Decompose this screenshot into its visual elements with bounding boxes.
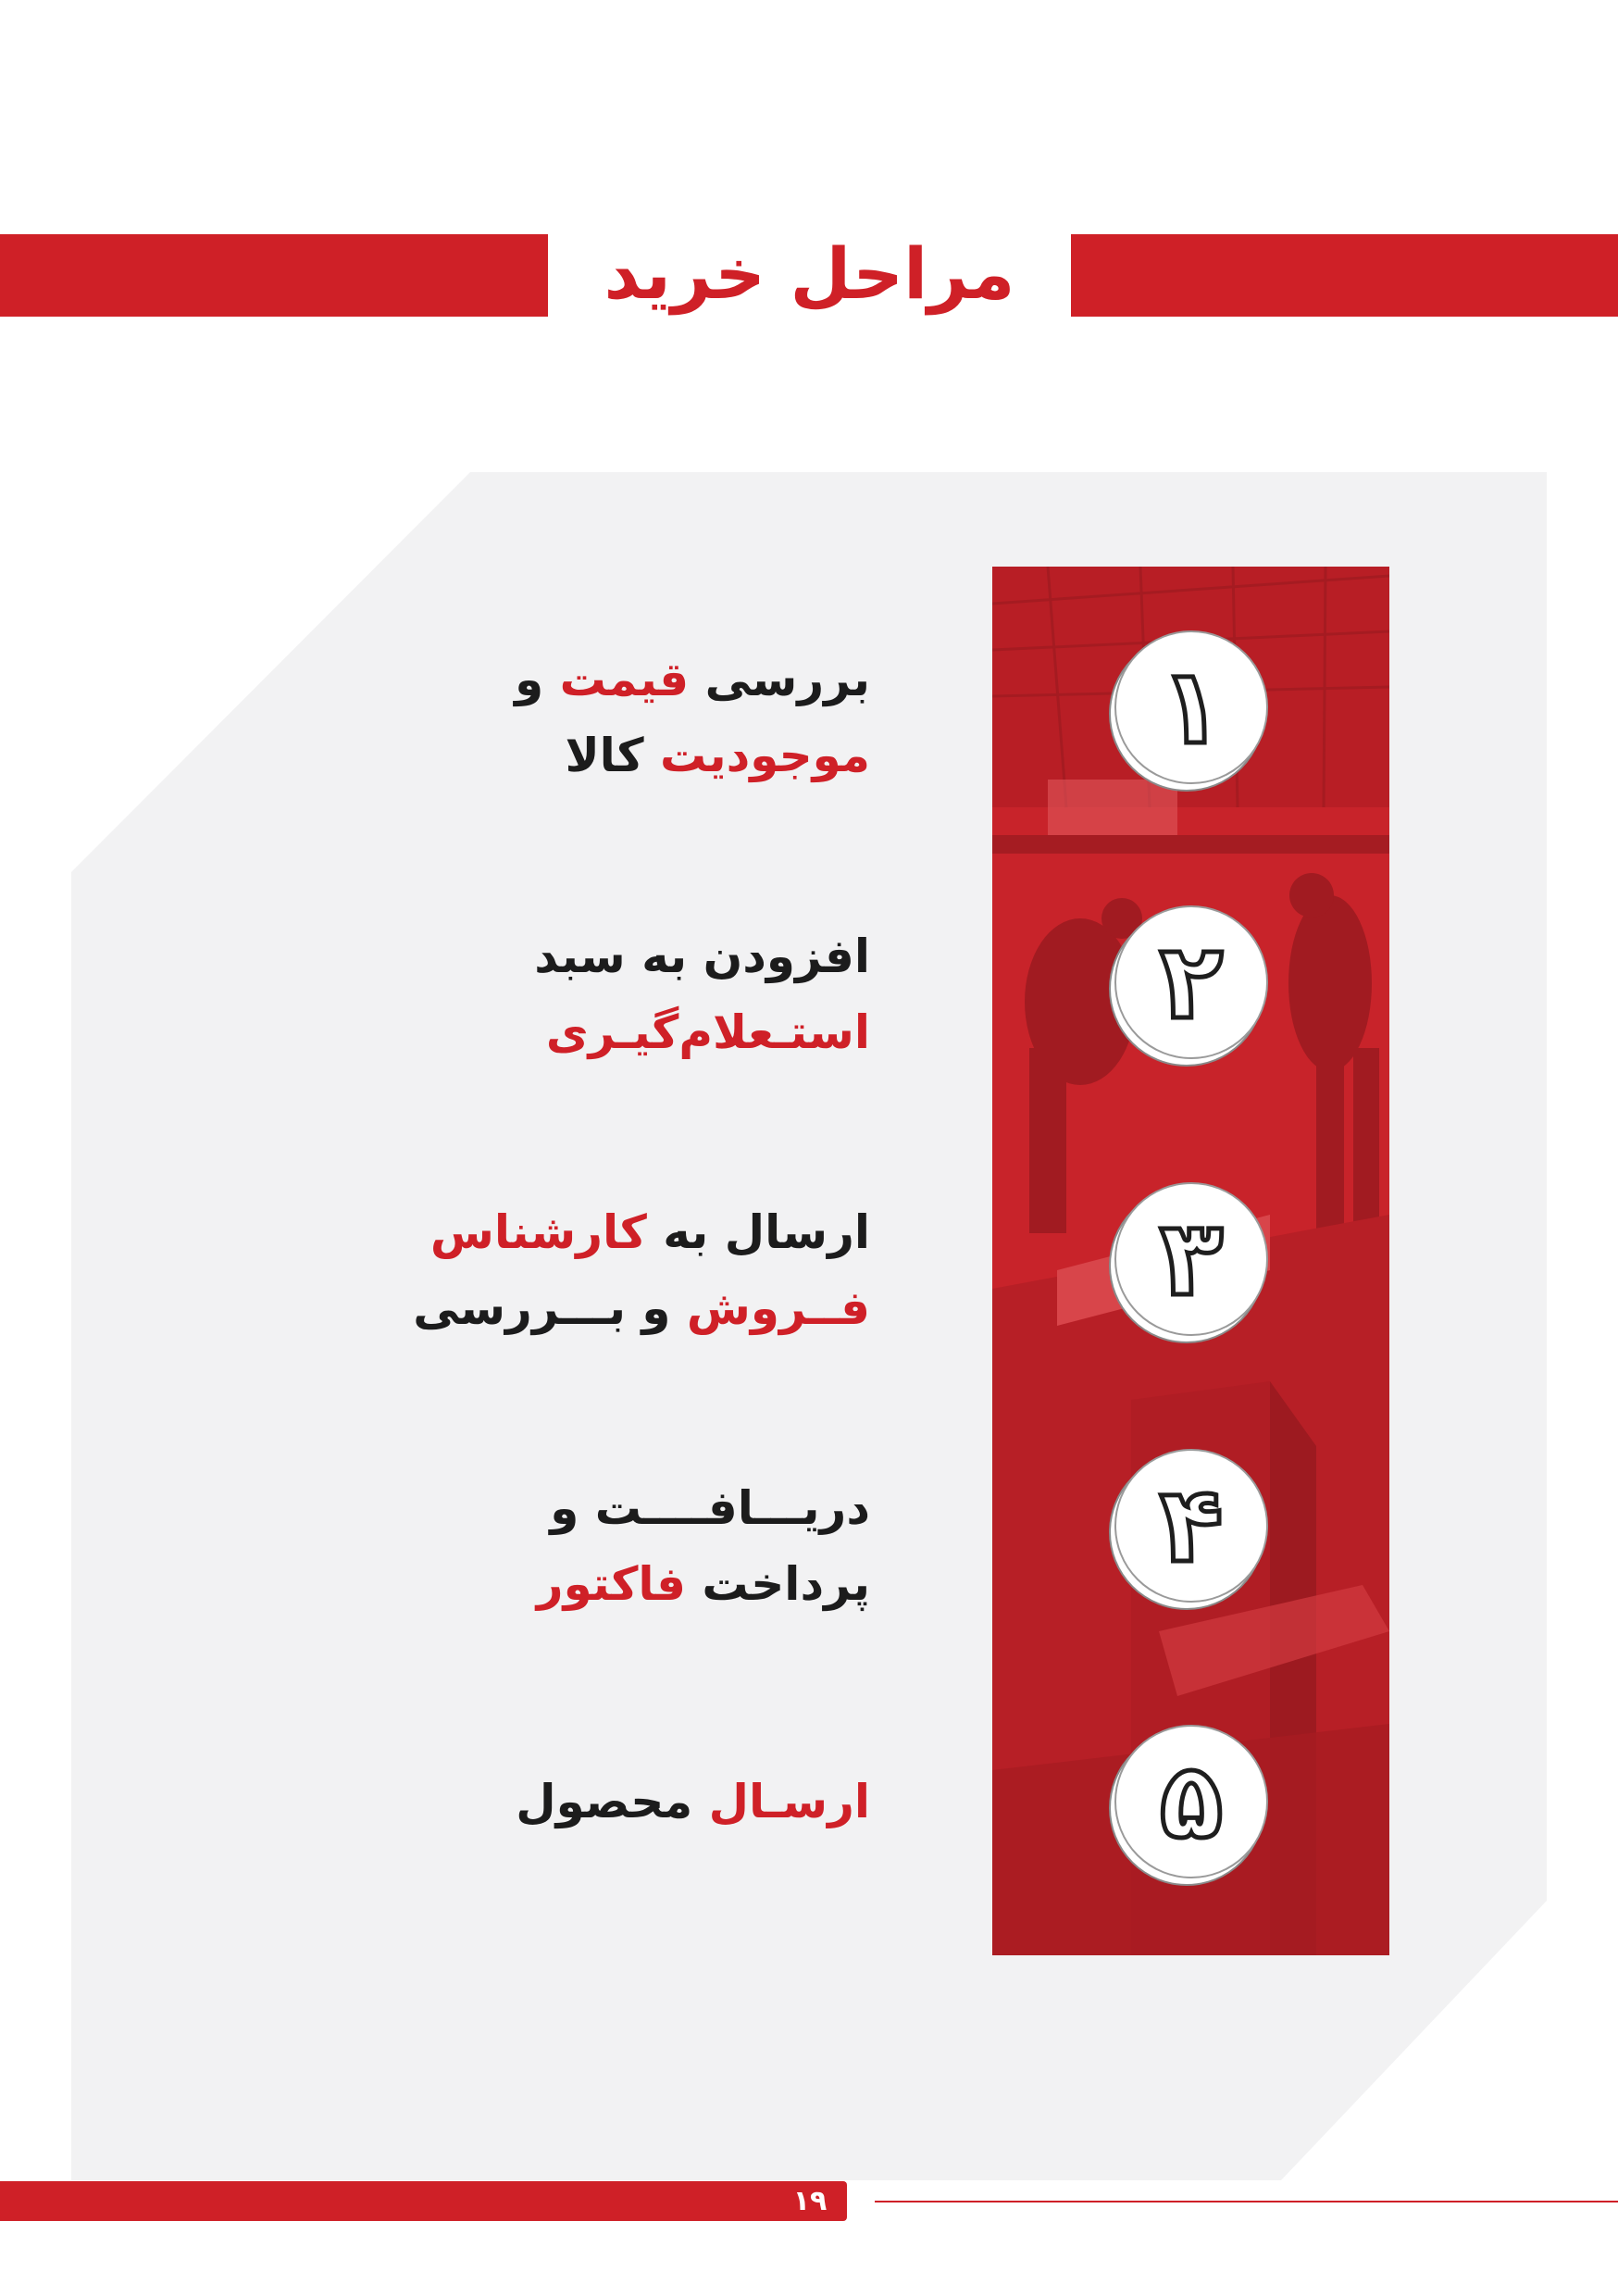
step-2-line-2: استـعلام‌گیـری bbox=[545, 1005, 870, 1059]
step-number-3: ۳ bbox=[1114, 1182, 1268, 1336]
step-number-2: ۲ bbox=[1114, 905, 1268, 1059]
step-4-line-1: دریـــافــــت و bbox=[550, 1481, 870, 1535]
step-badge-1 bbox=[1114, 630, 1268, 784]
step-5-line-1: ارسـال محصول bbox=[516, 1775, 870, 1828]
step-badge-5 bbox=[1114, 1725, 1268, 1878]
step-text-1 bbox=[352, 642, 870, 793]
step-badge-4 bbox=[1114, 1449, 1268, 1603]
footer-bar bbox=[0, 2181, 847, 2221]
step-text-2 bbox=[352, 918, 870, 1070]
step-number-1: ۱ bbox=[1114, 630, 1268, 784]
header-bar-left bbox=[0, 234, 548, 317]
step-2-line-1: افزودن به سبد bbox=[534, 930, 870, 983]
page-number: ۱۹ bbox=[792, 2185, 828, 2217]
step-number-4: ۴ bbox=[1114, 1449, 1268, 1603]
step-badge-3 bbox=[1114, 1182, 1268, 1336]
step-text-4 bbox=[352, 1470, 870, 1622]
step-number-5: ۵ bbox=[1114, 1725, 1268, 1878]
step-3-line-2: فــروش و بـــررسی bbox=[413, 1281, 870, 1335]
page-title: مراحل خرید bbox=[604, 232, 1015, 315]
step-1-line-2: موجودیت کالا bbox=[565, 729, 870, 782]
step-text-3 bbox=[352, 1194, 870, 1346]
header-bar-right bbox=[1071, 234, 1618, 317]
step-1-line-1: بررسی قیمت و bbox=[515, 653, 870, 706]
step-4-line-2: پرداخت فاکتور bbox=[536, 1557, 870, 1611]
footer-line bbox=[875, 2201, 1618, 2202]
step-badge-2 bbox=[1114, 905, 1268, 1059]
step-text-5 bbox=[352, 1764, 870, 1840]
step-3-line-1: ارسال به کارشناس bbox=[429, 1205, 870, 1259]
